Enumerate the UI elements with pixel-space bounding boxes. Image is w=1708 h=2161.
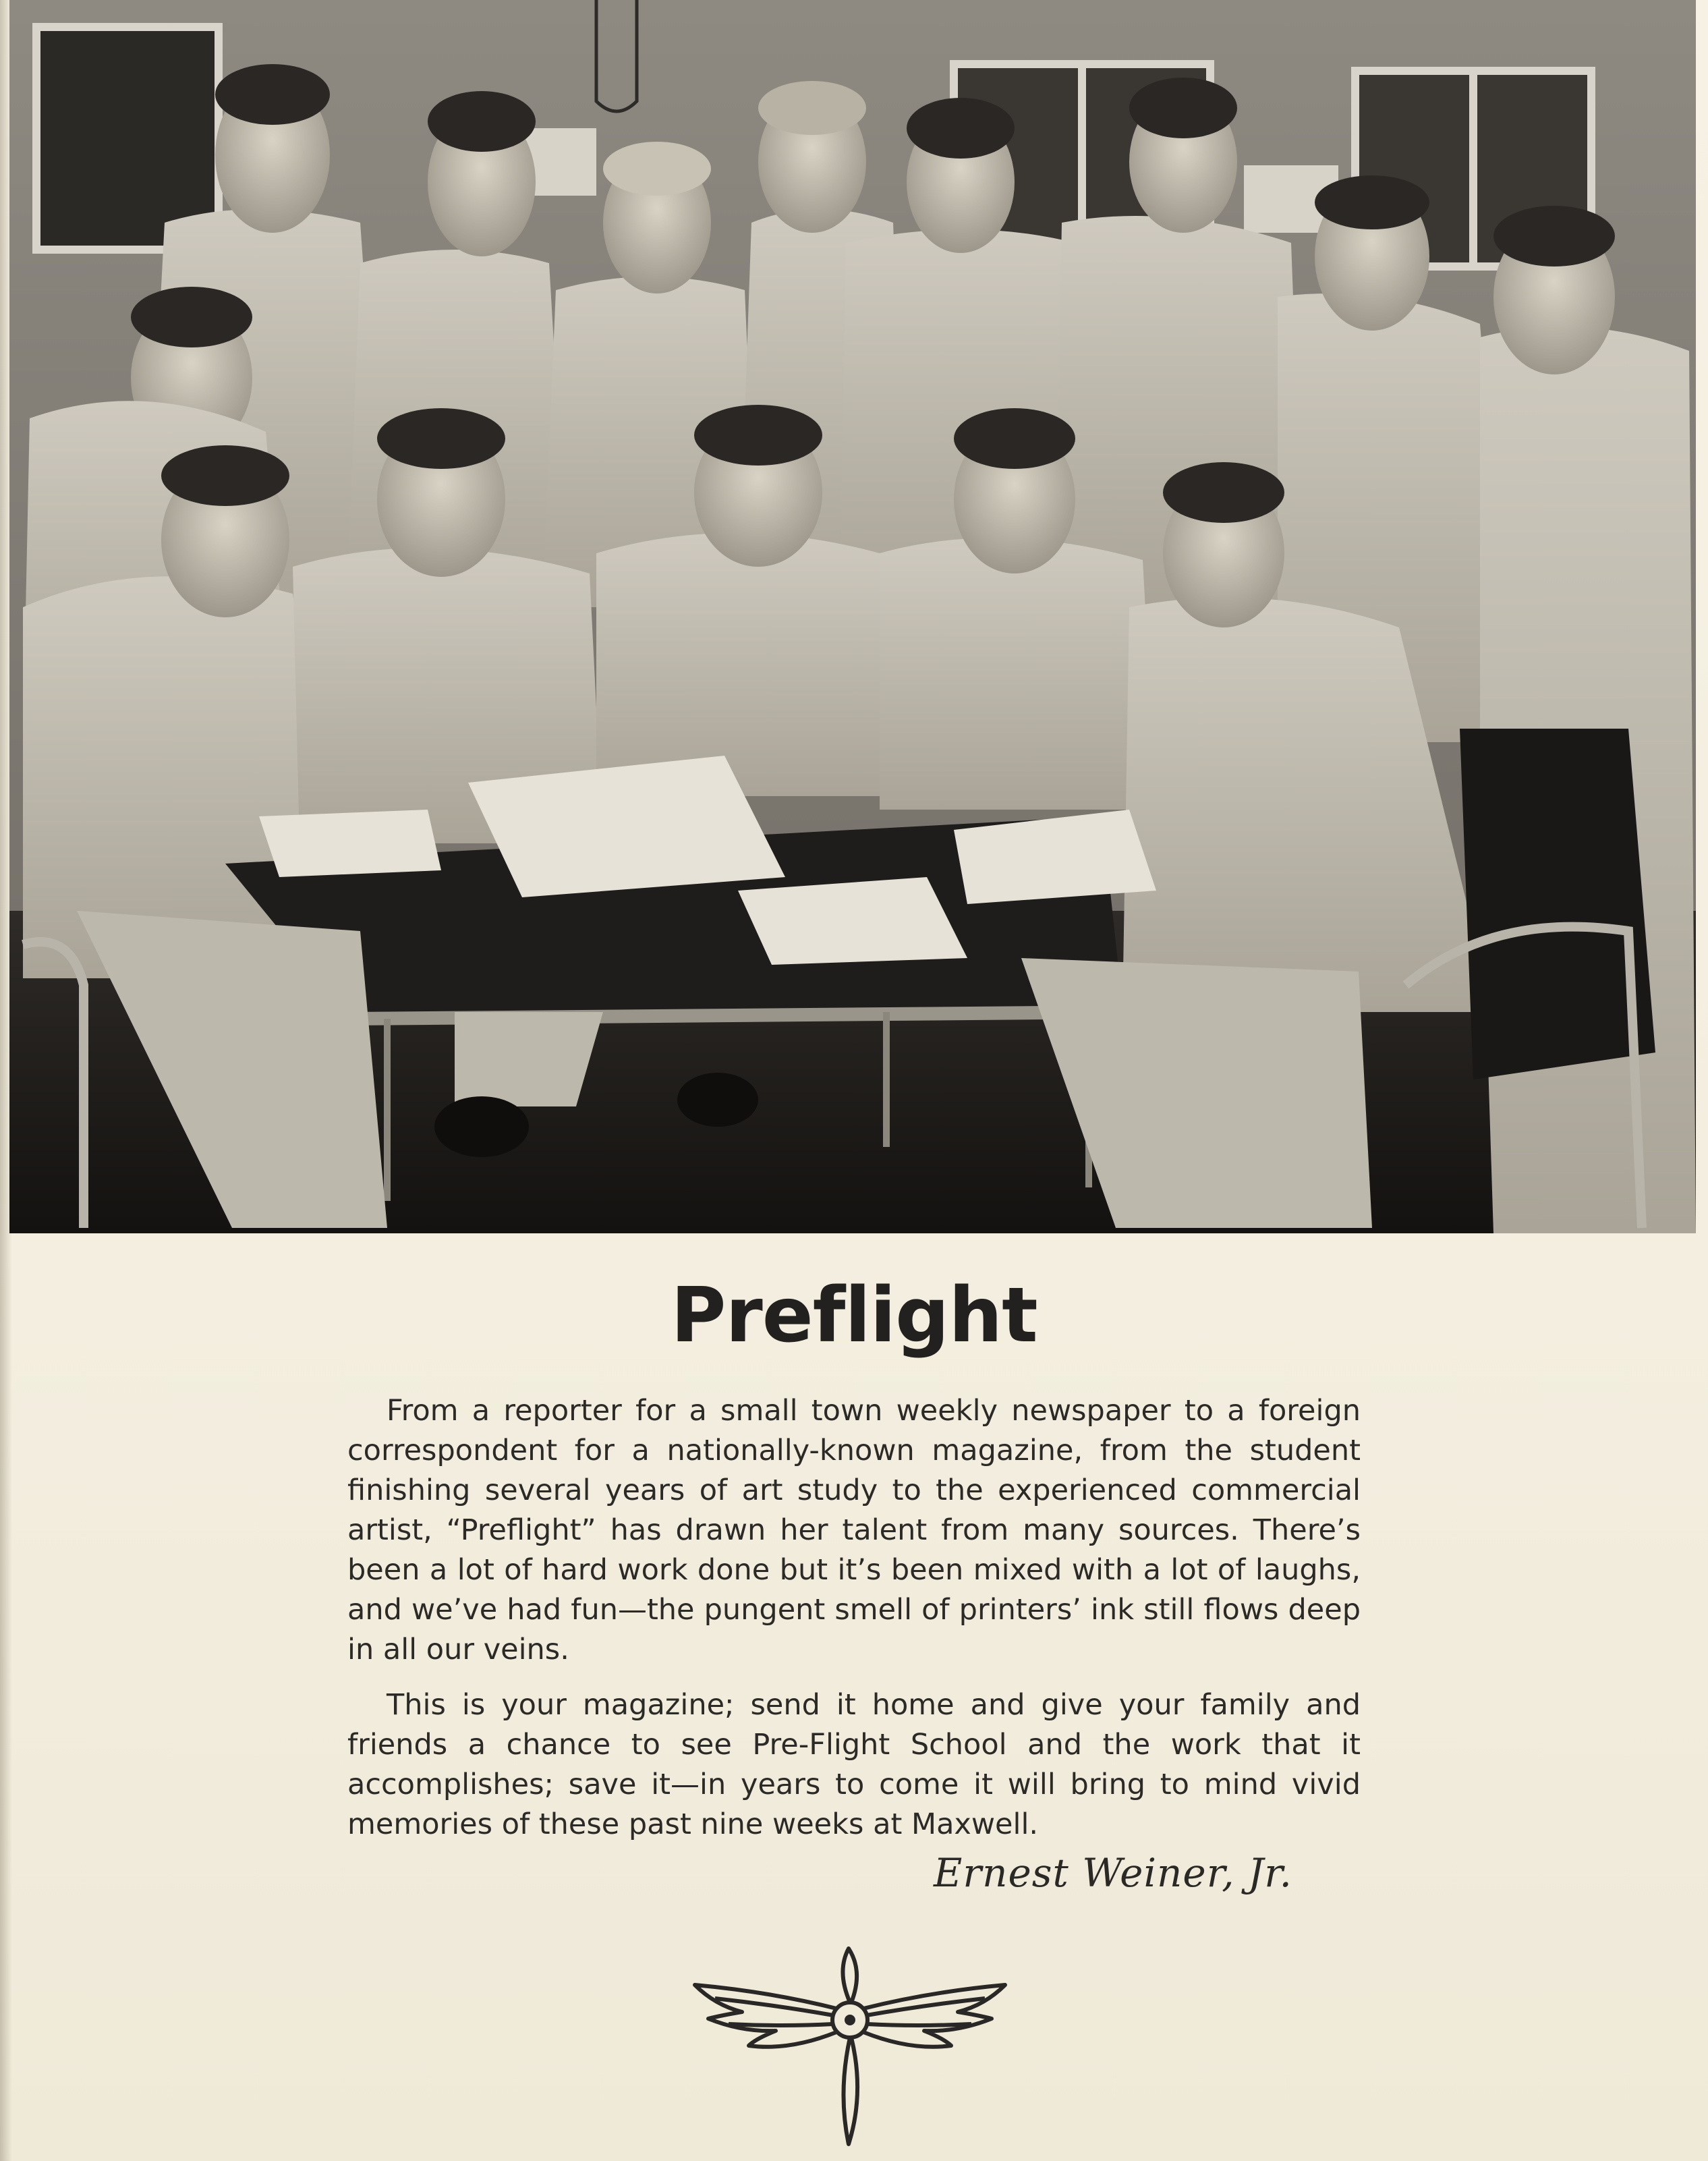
winged-propeller-icon [688, 1944, 1012, 2147]
group-photo [9, 0, 1696, 1233]
article-paragraph: From a reporter for a small town weekly newspaper to a foreign correspondent for a nationally-known magazine, from the student finishing several years of art study to the experienced commercial artist, “Preflight” has drawn her talent from many sources. There’s been a lot of hard work done but it’s been mixed with a lot of laughs, and we’ve had fun—the pungent smell of printers’ ink still flows deep in all our veins. [347, 1394, 1361, 1666]
article-paragraph: This is your magazine; send it home and give your family and friends a chance to see Pre-Flight School and the work that it accomplishes; save it—in years to come it will bring to mind vivid memories of these past nine weeks at Maxwell. [347, 1688, 1361, 1841]
author-signature: Ernest Weiner, Jr. [934, 1850, 1292, 1896]
article-body [347, 1391, 1361, 1860]
article-title: Preflight [671, 1272, 1037, 1359]
